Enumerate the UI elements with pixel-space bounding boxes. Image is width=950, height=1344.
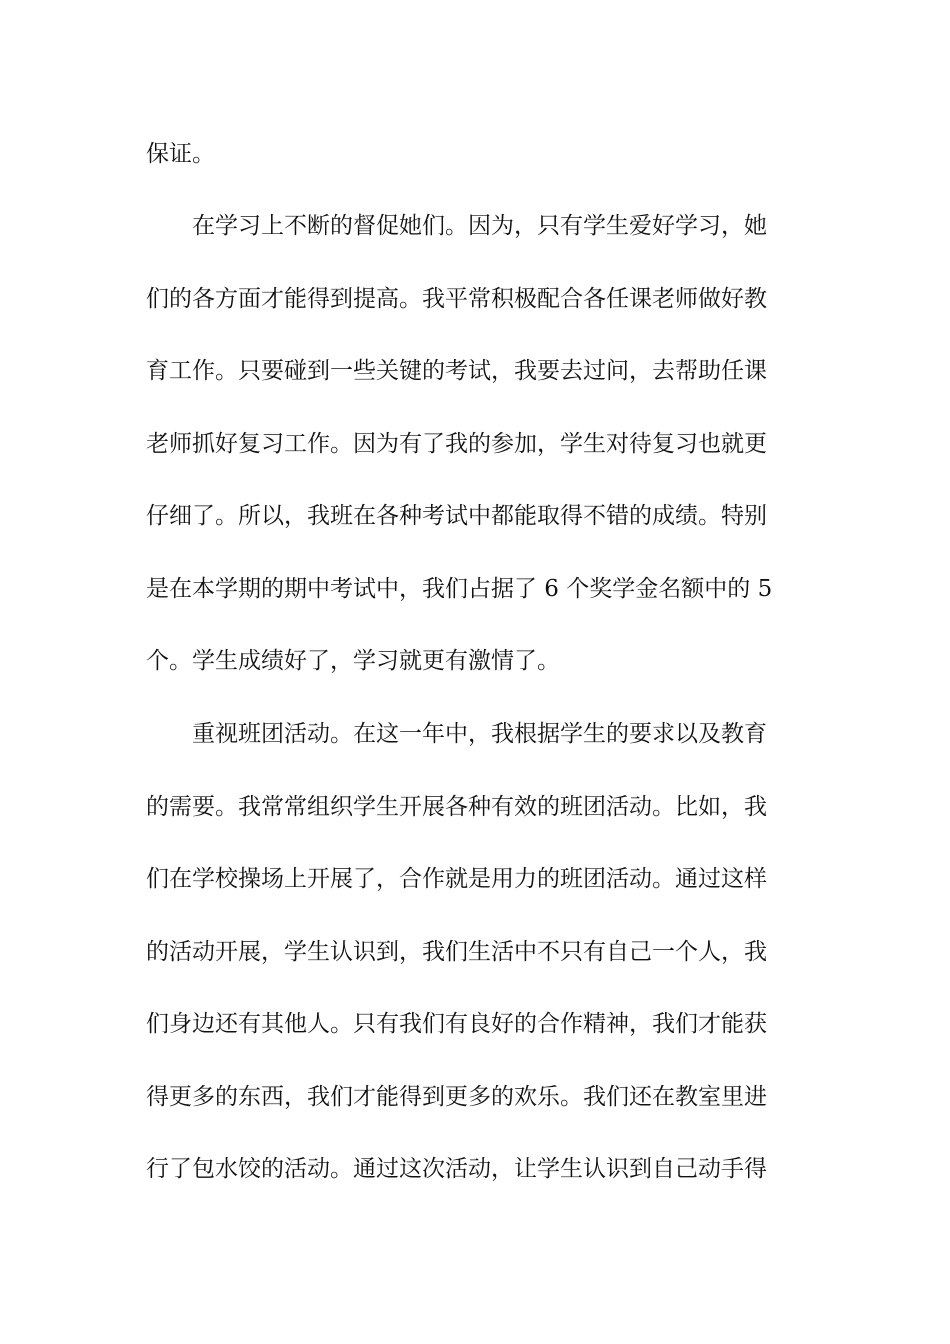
text-line: 育工作。只要碰到一些关键的考试，我要去过问，去帮助任课 (146, 358, 767, 384)
text-line: 得更多的东西，我们才能得到更多的欢乐。我们还在教室里进 (146, 1084, 767, 1110)
text-line: 老师抓好复习工作。因为有了我的参加，学生对待复习也就更 (146, 431, 767, 457)
text-line: 个。学生成绩好了，学习就更有激情了。 (146, 648, 560, 674)
text-line: 的活动开展，学生认识到，我们生活中不只有自己一个人，我 (146, 939, 767, 965)
text-line: 的需要。我常常组织学生开展各种有效的班团活动。比如，我 (146, 794, 767, 820)
paragraph-start-line: 在学习上不断的督促她们。因为，只有学生爱好学习，她 (192, 213, 767, 239)
paragraph-start-line: 重视班团活动。在这一年中，我根据学生的要求以及教育 (192, 721, 767, 747)
text-line: 是在本学期的期中考试中，我们占据了 6 个奖学金名额中的 5 (146, 576, 773, 602)
text-line: 仔细了。所以，我班在各种考试中都能取得不错的成绩。特别 (146, 503, 767, 529)
text-line: 们的各方面才能得到提高。我平常积极配合各任课老师做好教 (146, 286, 767, 312)
text-line: 们身边还有其他人。只有我们有良好的合作精神，我们才能获 (146, 1011, 767, 1037)
text-line: 们在学校操场上开展了，合作就是用力的班团活动。通过这样 (146, 866, 767, 892)
text-line: 行了包水饺的活动。通过这次活动，让学生认识到自己动手得 (146, 1156, 767, 1182)
text-line: 保证。 (146, 141, 215, 167)
